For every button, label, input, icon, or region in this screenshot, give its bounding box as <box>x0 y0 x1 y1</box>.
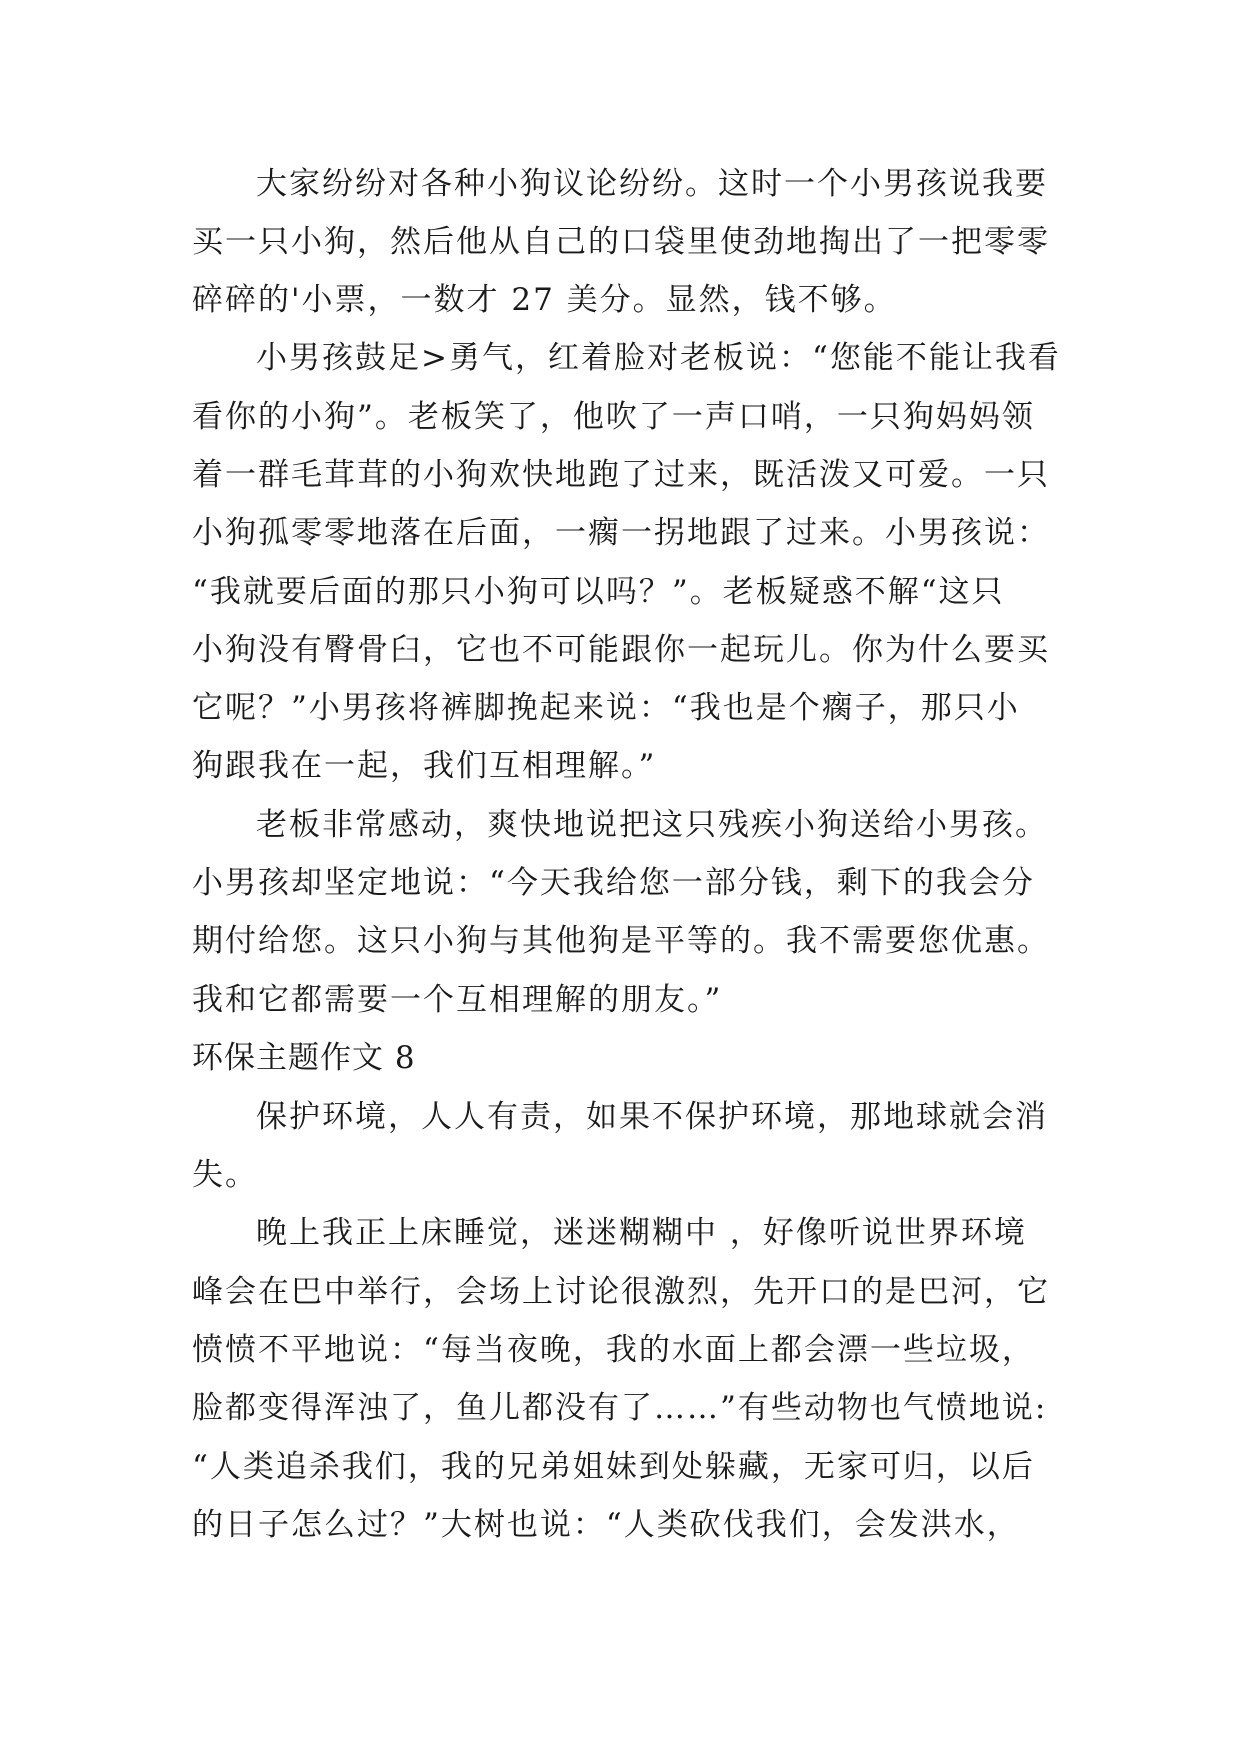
text-line: 它呢？”小男孩将裤脚挽起来说：“我也是个瘸子，那只小 <box>192 690 1020 726</box>
text-line: 期付给您。这只小狗与其他狗是平等的。我不需要您优惠。 <box>192 923 1050 959</box>
text-line: 峰会在巴中举行，会场上讨论很激烈，先开口的是巴河，它 <box>192 1274 1050 1310</box>
text-line: 我和它都需要一个互相理解的朋友。” <box>192 982 723 1018</box>
text-line: 小男孩却坚定地说：“今天我给您一部分钱，剩下的我会分 <box>192 865 1035 901</box>
text-line: 保护环境，人人有责，如果不保护环境，那地球就会消 <box>256 1099 1048 1135</box>
text-line: 小男孩鼓足>勇气，红着脸对老板说：“您能不能让我看 <box>256 340 1061 376</box>
text-line: 失。 <box>192 1157 258 1193</box>
text-line: 着一群毛茸茸的小狗欢快地跑了过来，既活泼又可爱。一只 <box>192 457 1050 493</box>
section-heading: 环保主题作文 8 <box>192 1040 416 1076</box>
text-line: “人类追杀我们，我的兄弟姐妹到处躲藏，无家可归，以后 <box>192 1449 1035 1485</box>
text-line: 看你的小狗”。老板笑了，他吹了一声口哨，一只狗妈妈领 <box>192 399 1035 435</box>
text-line: “我就要后面的那只小狗可以吗？”。老板疑惑不解“这只 <box>192 574 1005 610</box>
text-line: 脸都变得浑浊了，鱼儿都没有了……”有些动物也气愤地说: <box>192 1390 1048 1426</box>
text-line: 买一只小狗，然后他从自己的口袋里使劲地掏出了一把零零 <box>192 224 1050 260</box>
text-line: 愤愤不平地说：“每当夜晚，我的水面上都会漂一些垃圾， <box>192 1332 1035 1368</box>
text-line: 大家纷纷对各种小狗议论纷纷。这时一个小男孩说我要 <box>256 166 1048 202</box>
text-line: 的日子怎么过？”大树也说：“人类砍伐我们，会发洪水， <box>192 1507 1020 1543</box>
text-line: 碎碎的'小票，一数才 27 美分。显然，钱不够。 <box>192 282 897 318</box>
text-line: 小狗没有臀骨臼，它也不可能跟你一起玩儿。你为什么要买 <box>192 632 1050 668</box>
text-line: 小狗孤零零地落在后面，一瘸一拐地跟了过来。小男孩说： <box>192 515 1050 551</box>
text-line: 老板非常感动，爽快地说把这只残疾小狗送给小男孩。 <box>256 807 1048 843</box>
text-line: 狗跟我在一起，我们互相理解。” <box>192 748 657 784</box>
text-line: 晚上我正上床睡觉，迷迷糊糊中 ，好像听说世界环境 <box>256 1215 1027 1251</box>
